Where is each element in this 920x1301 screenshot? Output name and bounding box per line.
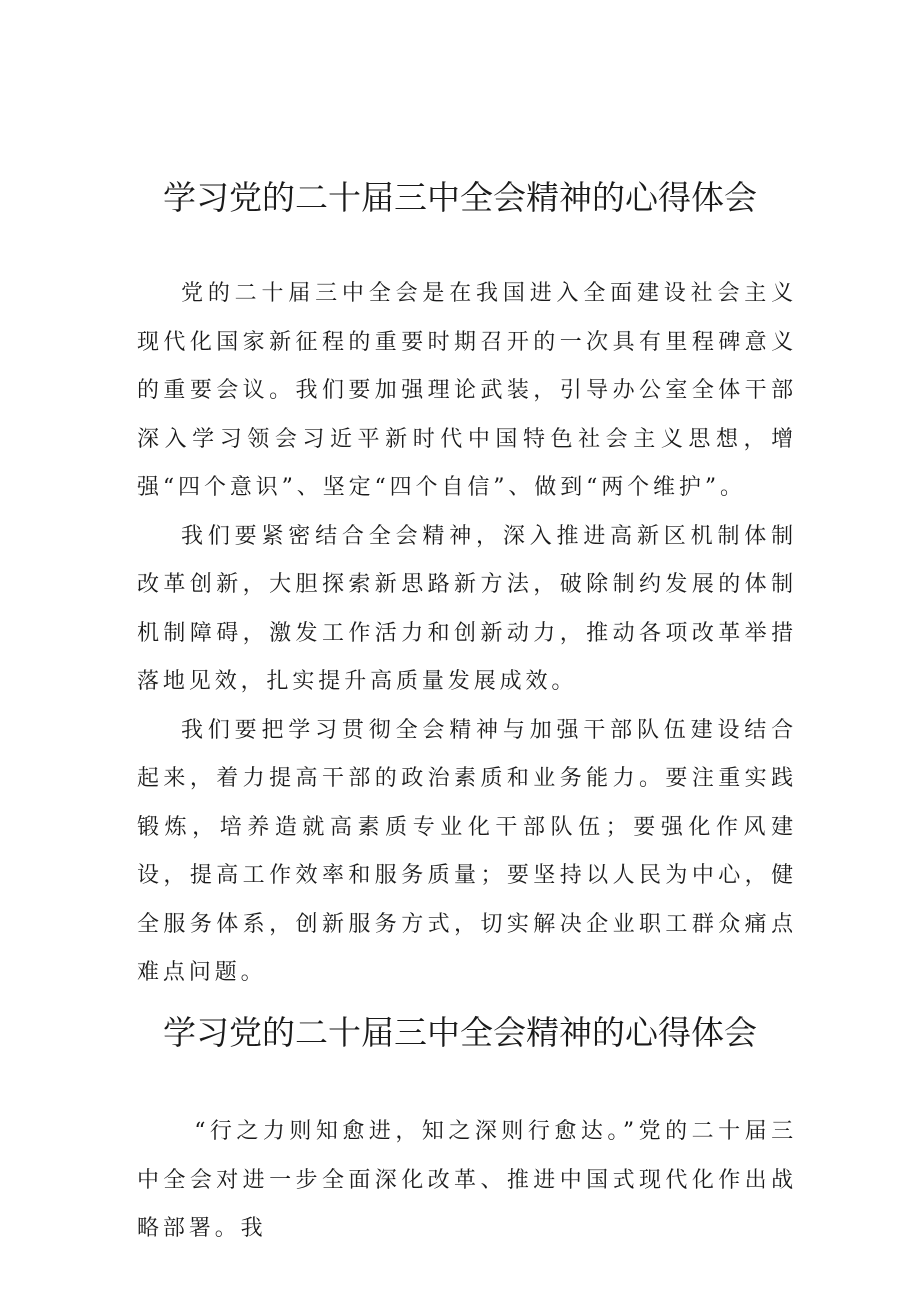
section-1-body [137, 270, 797, 998]
section-1-title: 学习党的二十届三中全会精神的心得体会 [163, 178, 757, 217]
section-2-title: 学习党的二十届三中全会精神的心得体会 [163, 1013, 757, 1052]
section-1-paragraph-1: 党的二十届三中全会是在我国进入全面建设社会主义现代化国家新征程的重要时期召开的一次具有里程碑意义的重要会议。我们要加强理论武装，引导办公室全体干部深入学习领会习近平新时代中国特色社会主义思想，增强“四个意识”、坚定“四个自信”、做到“两个维护”。 [137, 281, 797, 500]
section-2-paragraph-1: “行之力则知愈进，知之深则行愈达。”党的二十届三中全会对进一步全面深化改革、推进中国式现代化作出战略部署。我 [137, 1119, 797, 1241]
section-1-paragraph-2: 我们要紧密结合全会精神，深入推进高新区机制体制改革创新，大胆探索新思路新方法，破除制约发展的体制机制障碍，激发工作活力和创新动力，推动各项改革举措落地见效，扎实提升高质量发展成效。 [137, 523, 797, 694]
section-2-body [137, 1108, 797, 1254]
section-1-paragraph-3: 我们要把学习贯彻全会精神与加强干部队伍建设结合起来，着力提高干部的政治素质和业务能力。要注重实践锻炼，培养造就高素质专业化干部队伍；要强化作风建设，提高工作效率和服务质量；要坚持以人民为中心，健全服务体系，创新服务方式，切实解决企业职工群众痛点难点问题。 [137, 717, 797, 985]
